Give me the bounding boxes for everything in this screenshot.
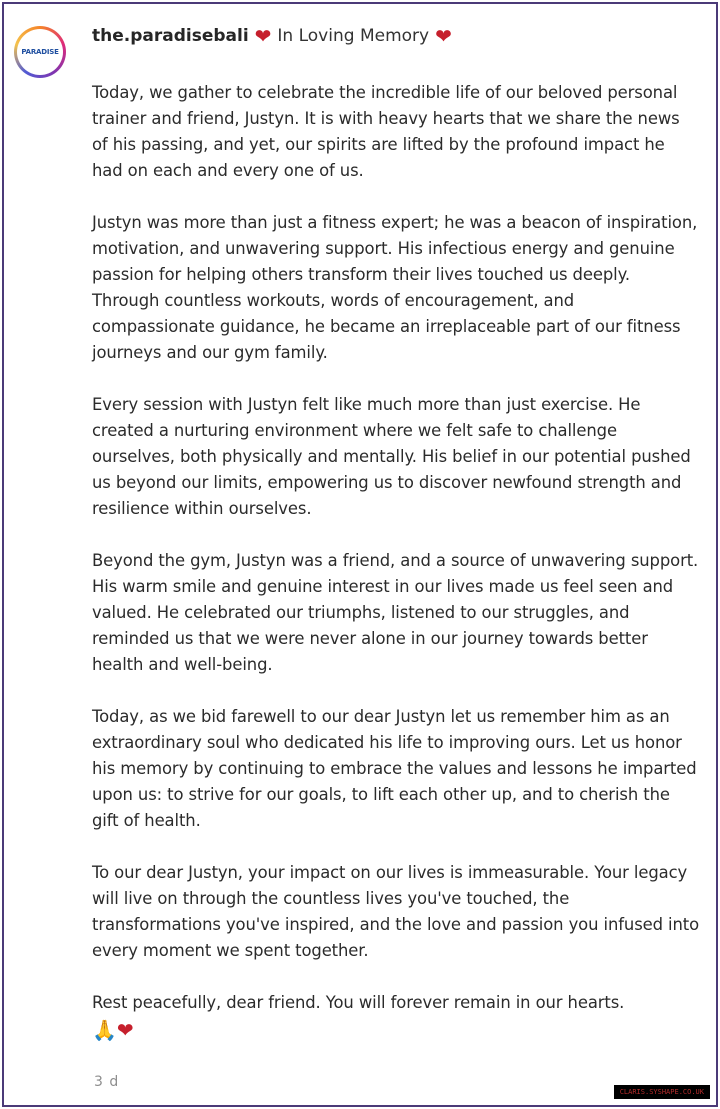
- avatar[interactable]: [14, 26, 66, 78]
- post-header: [92, 26, 458, 46]
- red-heart-icon: ❤: [254, 24, 272, 48]
- folded-hands-icon: 🙏: [92, 1018, 117, 1042]
- caption-paragraph: Today, we gather to celebrate the incredible life of our beloved personal trainer and friend, Justyn. It is with heavy hearts that we share the news of his passing, and yet, our spirits are lifted by the profound impact he had on each and every one of us.: [92, 83, 680, 180]
- caption-paragraph: Rest peacefully, dear friend. You will forever remain in our hearts.: [92, 993, 625, 1012]
- caption-paragraph: Justyn was more than just a fitness expert; he was a beacon of inspiration, motivation, and unwavering support. His infectious energy and genuine passion for helping others transform their lives touched us deeply. Through countless workouts, words of encouragement, and compassionate guidance, he became an irreplaceable part of our fitness journeys and our gym family.: [92, 213, 698, 362]
- caption-paragraph: Beyond the gym, Justyn was a friend, and a source of unwavering support. His warm smile and genuine interest in our lives made us feel seen and valued. He celebrated our triumphs, listened to our struggles, and reminded us that we were never alone in our journey towards better health and well-being.: [92, 551, 699, 674]
- caption-paragraph: To our dear Justyn, your impact on our lives is immeasurable. Your legacy will live on through the countless lives you've touched, the transformations you've inspired, and the love and passion you infused into every moment we spent together.: [92, 863, 700, 960]
- red-heart-icon: ❤: [116, 1018, 134, 1042]
- caption-paragraph: Every session with Justyn felt like much more than just exercise. He created a nurturing environment where we felt safe to challenge ourselves, both physically and mentally. His belief in our potential pushed us beyond our limits, empowering us to discover newfound strength and resilience within ourselves.: [92, 395, 691, 518]
- caption-title: In Loving Memory: [277, 26, 430, 46]
- watermark: CLARIS.SYSHAPE.CO.UK: [614, 1085, 710, 1099]
- caption-paragraph: Today, as we bid farewell to our dear Justyn let us remember him as an extraordinary soul who dedicated his life to improving ours. Let us honor his memory by continuing to embrace the values and lessons he imparted upon us: to strive for our goals, to lift each other up, and to cherish the gift of health.: [92, 707, 697, 830]
- post-timestamp[interactable]: 3 d: [94, 1074, 120, 1090]
- caption-emojis: [92, 1018, 700, 1042]
- username-link[interactable]: the.paradisebali: [92, 26, 249, 46]
- avatar-logo: PARADISE: [21, 48, 59, 56]
- caption-body: [92, 80, 700, 1042]
- post-frame: [2, 2, 718, 1107]
- avatar-inner: [17, 29, 63, 75]
- red-heart-icon: ❤: [435, 24, 452, 48]
